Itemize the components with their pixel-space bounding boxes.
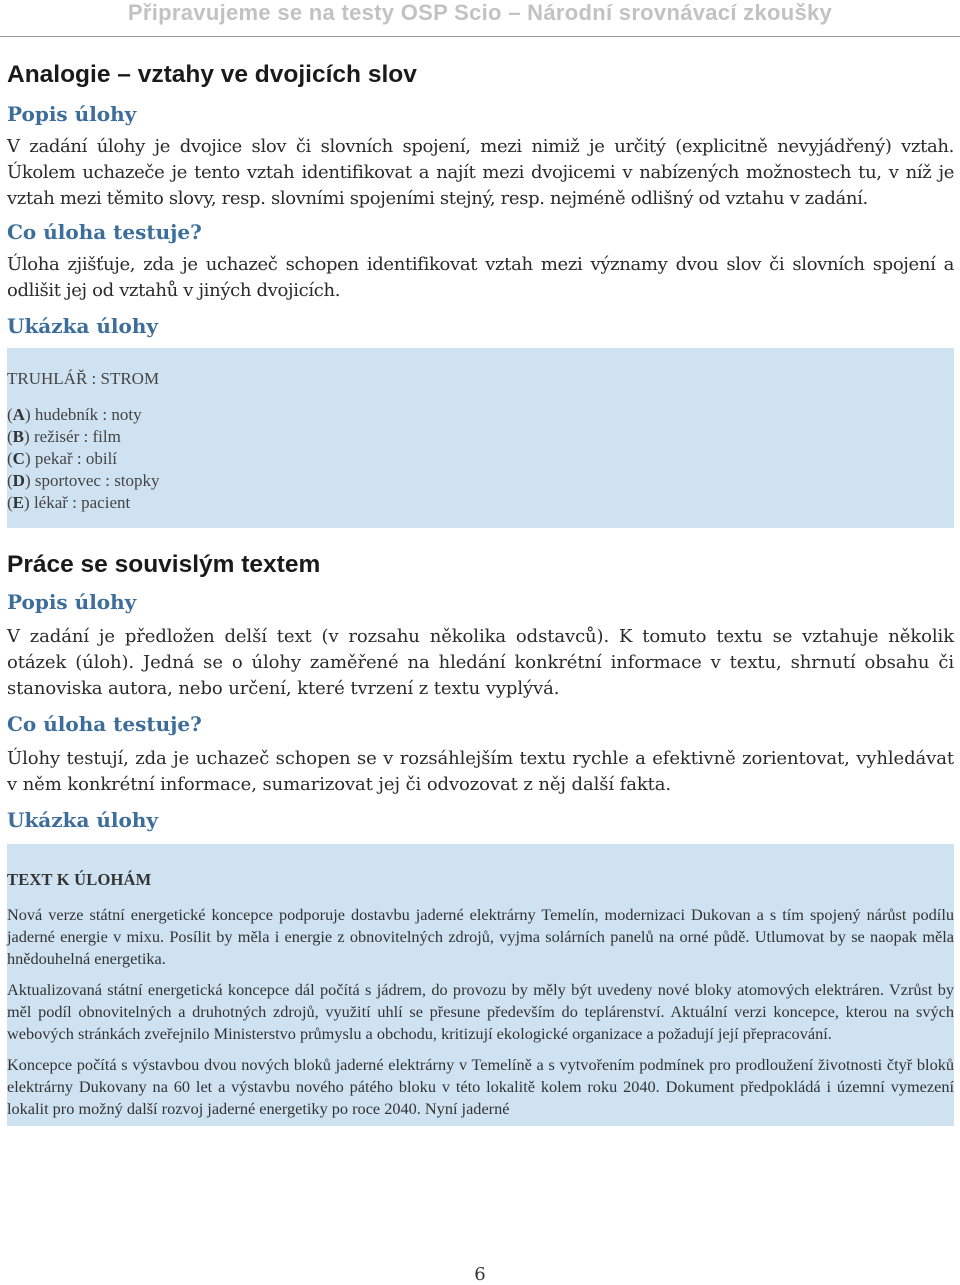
option-text: režisér : film <box>33 427 121 446</box>
sample-paragraph: Koncepce počítá s výstavbou dvou nových bloků jaderné elektrárny v Temelíně a s vytvořením podmínek pro prodloužení životnosti čtyř bloků elektrárny Dukovany na 60 let a výstavbu nového pátého bloku v této lokalitě kolem roku 2040. Dokument předpokládá i územní vymezení lokalit pro možný další rozvoj jaderné energetiky po roce 2040. Nyní jaderné <box>7 1055 954 1118</box>
popis-heading: Popis úlohy <box>7 590 137 614</box>
sample-stem: TRUHLÁŘ : STROM <box>7 369 160 388</box>
option-letter: E <box>12 493 25 512</box>
option-letter: D <box>12 471 25 490</box>
page-content <box>7 56 954 1126</box>
option-letter: A <box>12 405 25 424</box>
option-d: (D) sportovec : stopky <box>7 471 160 490</box>
section-title-souvisly-text: Práce se souvislým textem <box>7 551 321 578</box>
sample-paragraph: Aktualizovaná státní energetická koncepce dál počítá s jádrem, do provozu by měly být uvedeny nové bloky atomových elektráren. Vzrůst by měl podíl obnovitelných a druhotných zdrojů, využití uhlí se přesune především do teplárenství. Aktuální verzi koncepce, kterou na svých webových stránkách zveřejnilo Ministerstvo průmyslu a obchodu, kritizují ekologické organizace a požadují její přepracování. <box>7 980 954 1043</box>
testuje-paragraph: Úloha zjišťuje, zda je uchazeč schopen identifikovat vztah mezi významy dvou slov či slovních spojení a odlišit jej od vztahů v jiných dvojicích. <box>7 254 954 301</box>
option-letter: B <box>12 427 25 446</box>
sample-box-analogie <box>7 348 954 528</box>
option-text: hudebník : noty <box>34 405 142 424</box>
option-e: (E) lékař : pacient <box>7 493 131 512</box>
sample-text-heading: TEXT K ÚLOHÁM <box>7 870 152 889</box>
option-text: pekař : obilí <box>34 449 118 468</box>
testuje-heading: Co úloha testuje? <box>7 220 202 244</box>
header-rule <box>0 36 960 37</box>
testuje-heading: Co úloha testuje? <box>7 712 202 736</box>
sample-paragraph: Nová verze státní energetické koncepce podporuje dostavbu jaderné elektrárny Temelín, modernizaci Dukovan a s tím spojený nárůst podílu jaderné energie v mixu. Posílit by měla i energie z obnovitelných zdrojů, vyjma solárních panelů na orné půdě. Utlumovat by se naopak měla hnědouhelná energetika. <box>7 905 954 968</box>
popis-paragraph: V zadání úlohy je dvojice slov či slovních spojení, mezi nimiž je určitý (explicitně nevyjádřený) vztah. Úkolem uchazeče je tento vztah identifikovat a najít mezi dvojicemi v nabízených možnostech tu, v níž je vztah mezi těmito slovy, resp. slovními spojeními stejný, resp. nejméně odlišný od vztahu v zadání. <box>7 136 954 209</box>
page-number: 6 <box>474 1264 486 1285</box>
popis-heading: Popis úlohy <box>7 102 137 126</box>
popis-paragraph: V zadání je předložen delší text (v rozsahu několika odstavců). K tomuto textu se vztahuje několik otázek (úloh). Jedná se o úlohy zaměřené na hledání konkrétní informace v textu, shrnutí obsahu či stanoviska autora, nebo určení, které tvrzení z textu vyplývá. <box>7 626 954 699</box>
option-a: (A) hudebník : noty <box>7 405 142 424</box>
option-letter: C <box>12 449 25 468</box>
running-header: Připravujeme se na testy OSP Scio – Národní srovnávací zkoušky <box>127 0 833 25</box>
option-b: (B) režisér : film <box>7 427 121 446</box>
testuje-paragraph: Úlohy testují, zda je uchazeč schopen se v rozsáhlejším textu rychle a efektivně zorientovat, vyhledávat v něm konkrétní informace, sumarizovat jej či odvozovat z něj další fakta. <box>7 748 954 795</box>
option-text: sportovec : stopky <box>34 471 160 490</box>
option-text: lékař : pacient <box>33 493 131 512</box>
ukazka-heading: Ukázka úlohy <box>7 314 159 338</box>
option-c: (C) pekař : obilí <box>7 449 118 468</box>
ukazka-heading: Ukázka úlohy <box>7 808 159 832</box>
sample-box-text <box>7 844 954 1126</box>
section-title-analogie: Analogie – vztahy ve dvojicích slov <box>7 61 417 88</box>
